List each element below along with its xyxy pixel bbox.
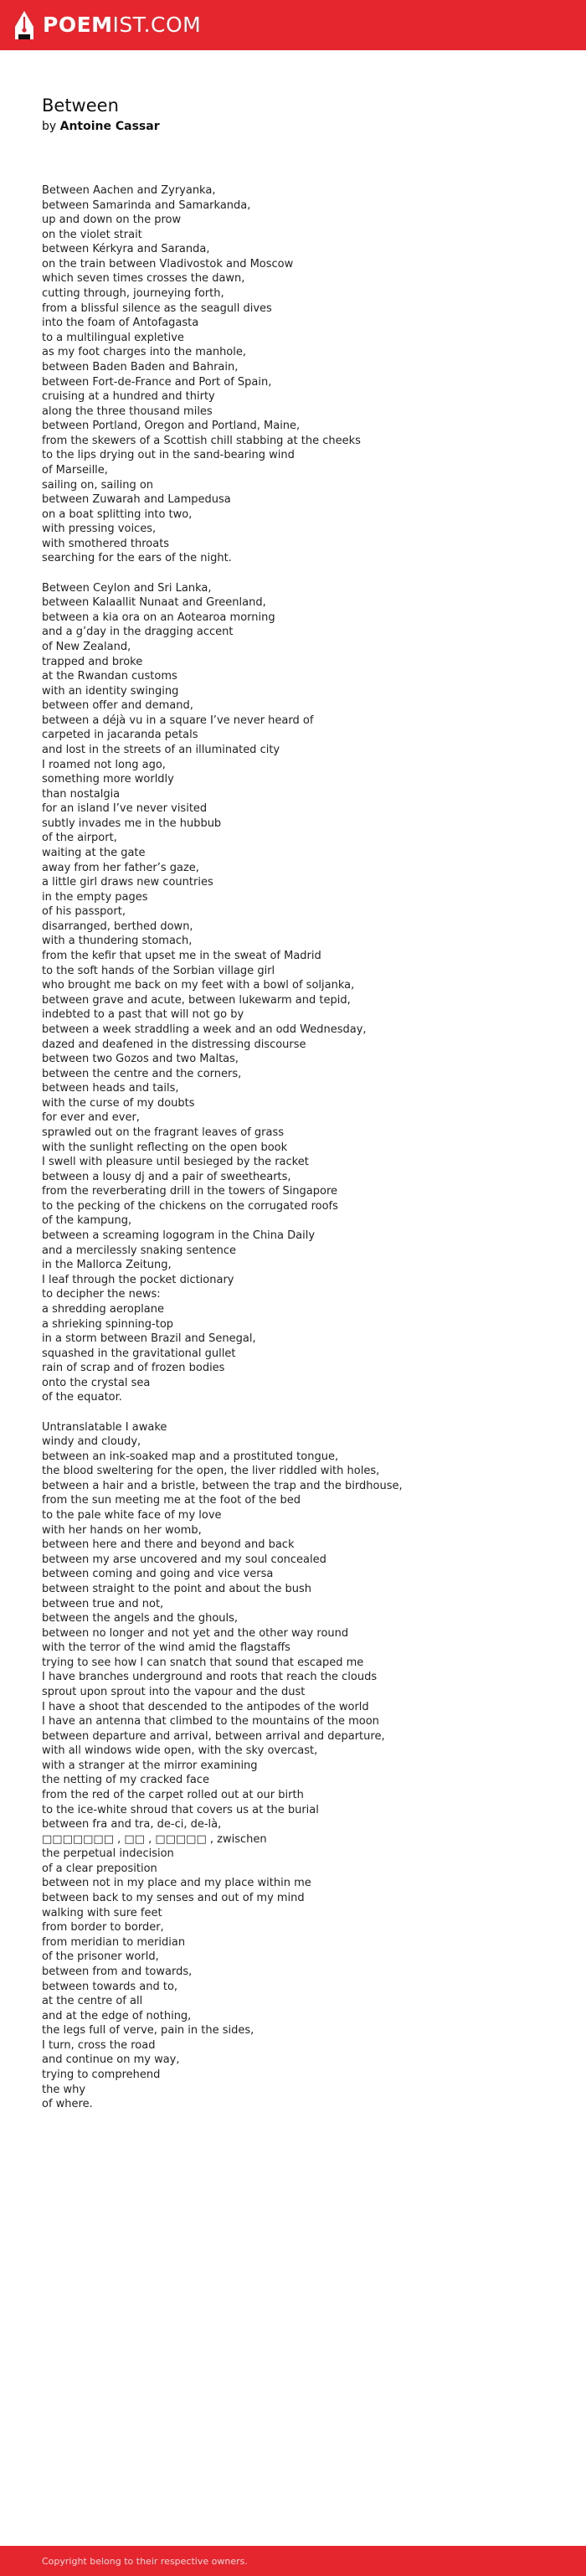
poem-line: to the pecking of the chickens on the corrugated roofs	[42, 1199, 338, 1213]
poem-line: I have branches underground and roots that reach the clouds	[42, 1671, 378, 1684]
poem-line: between not in my place and my place within me	[42, 1877, 311, 1890]
poem-line: sprawled out on the fragrant leaves of grass	[42, 1126, 285, 1139]
poem-line: and at the edge of nothing,	[42, 2009, 192, 2022]
poem-line: of his passport,	[42, 905, 126, 919]
poem-line: waiting at the gate	[42, 847, 146, 860]
poem-line: with the terror of the wind amid the flagstaffs	[42, 1641, 290, 1655]
poem-line: I leaf through the pocket dictionary	[42, 1273, 234, 1286]
poem-line: the legs full of verve, pain in the sides,	[42, 2024, 254, 2038]
poem-line: on a boat splitting into two,	[42, 507, 193, 521]
poem-line: between a screaming logogram in the China Daily	[42, 1229, 316, 1243]
poem-line: between heads and tails,	[42, 1082, 179, 1095]
poem-line: rain of scrap and of frozen bodies	[42, 1362, 225, 1375]
poem-line: between a kia ora on an Aotearoa morning	[42, 611, 275, 624]
poem-line: between the angels and the ghouls,	[42, 1612, 239, 1625]
poem-line: from the red of the carpet rolled out at our birth	[42, 1789, 304, 1802]
poem-line: from border to border,	[42, 1921, 164, 1935]
poem-line: who brought me back on my feet with a bowl of soljanka,	[42, 979, 355, 992]
stanza-break	[42, 566, 561, 581]
poem-line: cutting through, journeying forth,	[42, 287, 224, 301]
poem-line: of Marseille,	[42, 463, 108, 477]
site-logo-text	[43, 10, 201, 40]
poem-line: from the sun meeting me at the foot of the bed	[42, 1494, 301, 1507]
poem-line: between back to my senses and out of my mind	[42, 1892, 305, 1905]
poem-line: walking with sure feet	[42, 1906, 162, 1919]
poem-line: and lost in the streets of an illuminated city	[42, 743, 280, 756]
poem-line: of the kampung,	[42, 1214, 132, 1228]
poem-line: a little girl draws new countries	[42, 876, 213, 889]
poem-line: from the kefir that upset me in the sweat of Madrid	[42, 950, 321, 963]
poem-line: between towards and to,	[42, 1980, 178, 1993]
poem-line: in the empty pages	[42, 890, 148, 904]
poem-line: to the pale white face of my love	[42, 1509, 222, 1522]
poem-line: and a g’day in the dragging accent	[42, 626, 234, 639]
poem-line: I swell with pleasure until besieged by the racket	[42, 1156, 309, 1169]
poem-line: between Kalaallit Nunaat and Greenland,	[42, 596, 266, 610]
site-logo[interactable]	[13, 10, 201, 40]
poem-line: and a mercilessly snaking sentence	[42, 1244, 236, 1257]
poem-line: Between Ceylon and Sri Lanka,	[42, 581, 212, 595]
poem-line: between the centre and the corners,	[42, 1067, 242, 1080]
poem-line: I turn, cross the road	[42, 2038, 156, 2052]
poem-line: between offer and demand,	[42, 699, 193, 713]
poem-line: subtly invades me in the hubbub	[42, 817, 222, 830]
poem-line: away from her father’s gaze,	[42, 861, 199, 874]
poem-line: between Kérkyra and Saranda,	[42, 243, 210, 256]
poem-line: on the violet strait	[42, 228, 142, 241]
poem-line: from the reverberating drill in the towers of Singapore	[42, 1185, 338, 1198]
poem-line: squashed in the gravitational gullet	[42, 1347, 236, 1360]
poem-line: onto the crystal sea	[42, 1376, 151, 1389]
poem-line: between a lousy dj and a pair of sweethearts,	[42, 1170, 291, 1183]
poem-line: with the curse of my doubts	[42, 1096, 195, 1110]
poem-line: at the Rwandan customs	[42, 670, 177, 683]
poem-line: with the sunlight reflecting on the open book	[42, 1141, 288, 1154]
poem-line: with smothered throats	[42, 537, 170, 550]
poem-line: between two Gozos and two Maltas,	[42, 1053, 239, 1066]
poem-line: trying to see how I can snatch that sound that escaped me	[42, 1656, 364, 1669]
poem-line: between departure and arrival, between arrival and departure,	[42, 1729, 385, 1743]
poem-line: of a clear preposition	[42, 1862, 157, 1875]
poem-line: with all windows wide open, with the sky overcast,	[42, 1744, 318, 1758]
poem-heading	[42, 95, 160, 134]
poem-line: with a stranger at the mirror examining	[42, 1759, 258, 1772]
poem-line: than nostalgia	[42, 787, 121, 801]
poem-line: windy and cloudy,	[42, 1435, 141, 1449]
poem-line: of the equator.	[42, 1391, 122, 1404]
poem-line: to a multilingual expletive	[42, 331, 184, 344]
poem-line: at the centre of all	[42, 1995, 143, 2008]
poem-line: from a blissful silence as the seagull dives	[42, 301, 272, 315]
poem-line: in a storm between Brazil and Senegal,	[42, 1332, 256, 1346]
poem-line: between coming and going and vice versa	[42, 1568, 274, 1581]
poem-line: of where.	[42, 2098, 93, 2111]
poem-line: trying to comprehend	[42, 2069, 161, 2081]
poem-line: indebted to a past that will not go by	[42, 1008, 244, 1022]
poem-line: into the foam of Antofagasta	[42, 317, 199, 330]
logo-light-text: IST.COM	[112, 13, 202, 37]
poem-line: between Fort-de-France and Port of Spain,	[42, 375, 272, 389]
poem-line: of New Zealand,	[42, 640, 131, 653]
poem-line: a shrieking spinning-top	[42, 1317, 174, 1331]
poem-line: I roamed not long ago,	[42, 758, 166, 771]
poem-line: up and down on the prow	[42, 214, 182, 227]
author-link[interactable]: Antoine Cassar	[59, 120, 160, 133]
poem-line: dazed and deafened in the distressing discourse	[42, 1038, 306, 1051]
poem-line: with pressing voices,	[42, 523, 157, 536]
copyright-text: Copyright belong to their respective owners.	[42, 2556, 248, 2567]
poem-line: between true and not,	[42, 1597, 164, 1610]
poem-title: Between	[42, 95, 119, 116]
poem-line: the netting of my cracked face	[42, 1774, 210, 1787]
poem-line: between grave and acute, between lukewarm and tepid,	[42, 993, 351, 1007]
poem-body	[42, 183, 561, 2112]
poem-line: between Samarinda and Samarkanda,	[42, 198, 251, 212]
poem-line: from meridian to meridian	[42, 1935, 186, 1949]
poem-line: to the soft hands of the Sorbian village girl	[42, 964, 275, 977]
poem-line: on the train between Vladivostok and Moscow	[42, 257, 294, 270]
byline	[42, 119, 160, 134]
poem-line: between no longer and not yet and the other way round	[42, 1626, 349, 1640]
poem-line: something more worldly	[42, 773, 174, 786]
poem-line: I have an antenna that climbed to the mountains of the moon	[42, 1715, 379, 1728]
poem-line: between Zuwarah and Lampedusa	[42, 493, 231, 507]
stanza-break	[42, 1405, 561, 1420]
poem-line: sailing on, sailing on	[42, 478, 154, 492]
site-header	[0, 0, 586, 50]
poem-line: carpeted in jacaranda petals	[42, 729, 198, 742]
poem-line: along the three thousand miles	[42, 404, 213, 418]
poem-line: between a week straddling a week and an odd Wednesday,	[42, 1023, 367, 1036]
poem-line: with her hands on her womb,	[42, 1523, 202, 1537]
poem-line: □□□□□□□ , □□ , □□□□□ , zwischen	[42, 1832, 267, 1846]
poem-line: of the airport,	[42, 832, 117, 845]
poem-line: for an island I’ve never visited	[42, 802, 208, 816]
poem-line: I have a shoot that descended to the antipodes of the world	[42, 1700, 369, 1713]
poem-line: in the Mallorca Zeitung,	[42, 1259, 172, 1272]
poem-line: the why	[42, 2083, 86, 2096]
poem-line: with a thundering stomach,	[42, 935, 193, 948]
site-footer	[0, 2546, 586, 2576]
poem-line: between Baden Baden and Bahrain,	[42, 360, 239, 374]
logo-bold-text: POEM	[43, 13, 113, 37]
poem-line: sprout upon sprout into the vapour and the dust	[42, 1685, 306, 1698]
poem-line: a shredding aeroplane	[42, 1302, 164, 1316]
poem-line: between a hair and a bristle, between the trap and the birdhouse,	[42, 1479, 403, 1492]
poem-line: between fra and tra, de-ci, de-là,	[42, 1818, 222, 1832]
fountain-pen-nib-icon	[13, 10, 35, 40]
poem-line: disarranged, berthed down,	[42, 920, 193, 933]
poem-line: between from and towards,	[42, 1965, 193, 1978]
poem-line: for ever and ever,	[42, 1111, 140, 1125]
poem-line: Untranslatable I awake	[42, 1420, 167, 1434]
poem-line: between a déjà vu in a square I’ve never heard of	[42, 714, 314, 727]
poem-line: which seven times crosses the dawn,	[42, 272, 245, 286]
poem-line: Between Aachen and Zyryanka,	[42, 184, 216, 197]
poem-line: to the ice-white shroud that covers us at the burial	[42, 1803, 319, 1816]
poem-line: to decipher the news:	[42, 1288, 161, 1301]
byline-by-label: by	[42, 120, 57, 133]
poem-line: and continue on my way,	[42, 2053, 180, 2067]
poem-line: the blood sweltering for the open, the liver riddled with holes,	[42, 1465, 380, 1478]
poem-line: between Portland, Oregon and Portland, Maine,	[42, 420, 301, 433]
poem-line: from the skewers of a Scottish chill stabbing at the cheeks	[42, 434, 361, 447]
poem-line: between my arse uncovered and my soul concealed	[42, 1553, 326, 1566]
poem-line: searching for the ears of the night.	[42, 552, 232, 565]
poem-line: between straight to the point and about the bush	[42, 1582, 311, 1595]
poem-line: between an ink-soaked map and a prostituted tongue,	[42, 1450, 339, 1463]
poem-line: the perpetual indecision	[42, 1847, 174, 1861]
poem-line: cruising at a hundred and thirty	[42, 390, 215, 404]
poem-line: trapped and broke	[42, 655, 143, 668]
poem-line: as my foot charges into the manhole,	[42, 346, 247, 359]
poem-line: to the lips drying out in the sand-bearing wind	[42, 449, 295, 462]
poem-line: with an identity swinging	[42, 684, 179, 698]
poem-line: of the prisoner world,	[42, 1950, 159, 1964]
poem-line: between here and there and beyond and back	[42, 1538, 295, 1552]
